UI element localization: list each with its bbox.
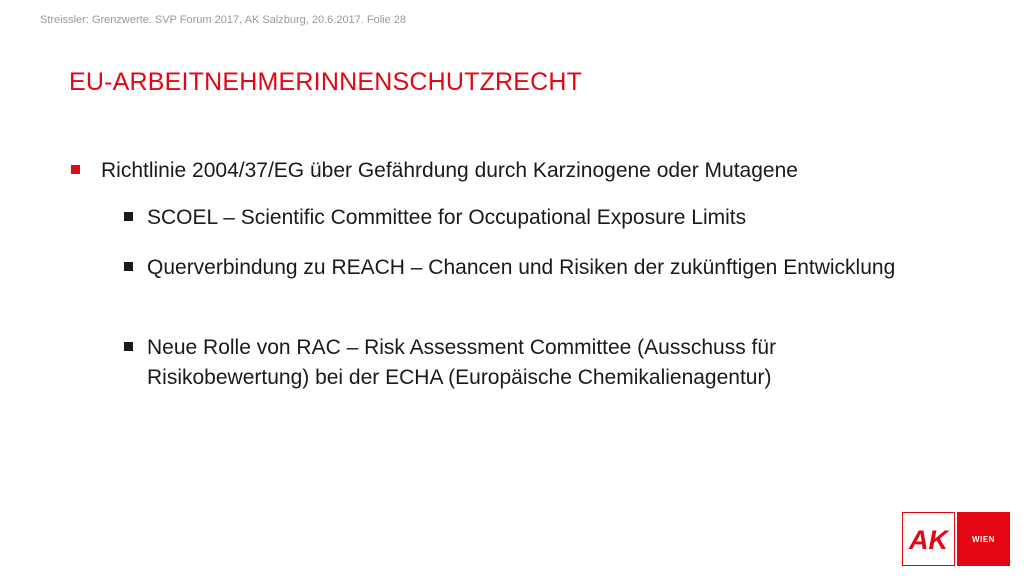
sub-bullet-text: SCOEL – Scientific Committee for Occupational Exposure Limits xyxy=(147,206,747,229)
sub-bullet-text: Neue Rolle von RAC – Risk Assessment Committee (Ausschuss für Risikobewertung) bei der ECHA (Europäische Chemikalienagentur) xyxy=(147,336,777,389)
ak-logo-icon xyxy=(902,512,955,566)
slide-footer-text: Streissler: Grenzwerte. SVP Forum 2017, AK Salzburg, 20.6.2017. Folie 28 xyxy=(40,14,407,26)
sub-bullet-item xyxy=(147,333,907,393)
wien-logo-text: WIEN xyxy=(972,534,995,544)
black-square-bullet-icon xyxy=(124,342,133,351)
sub-bullet-item xyxy=(147,253,907,283)
ak-wien-logo xyxy=(902,512,1010,566)
wien-logo-block xyxy=(957,512,1010,566)
slide-title: EU-ARBEITNEHMERINNENSCHUTZRECHT xyxy=(69,68,583,96)
bullet-item-main xyxy=(101,156,981,186)
sub-bullet-text: Querverbindung zu REACH – Chancen und Risiken der zukünftigen Entwicklung xyxy=(147,256,896,279)
ak-logo-mark xyxy=(903,513,954,565)
ak-logo-text: AK xyxy=(909,525,948,555)
sub-bullet-item xyxy=(147,203,907,233)
black-square-bullet-icon xyxy=(124,262,133,271)
red-square-bullet-icon xyxy=(71,165,80,174)
bullet-text: Richtlinie 2004/37/EG über Gefährdung durch Karzinogene oder Mutagene xyxy=(101,159,798,182)
black-square-bullet-icon xyxy=(124,212,133,221)
